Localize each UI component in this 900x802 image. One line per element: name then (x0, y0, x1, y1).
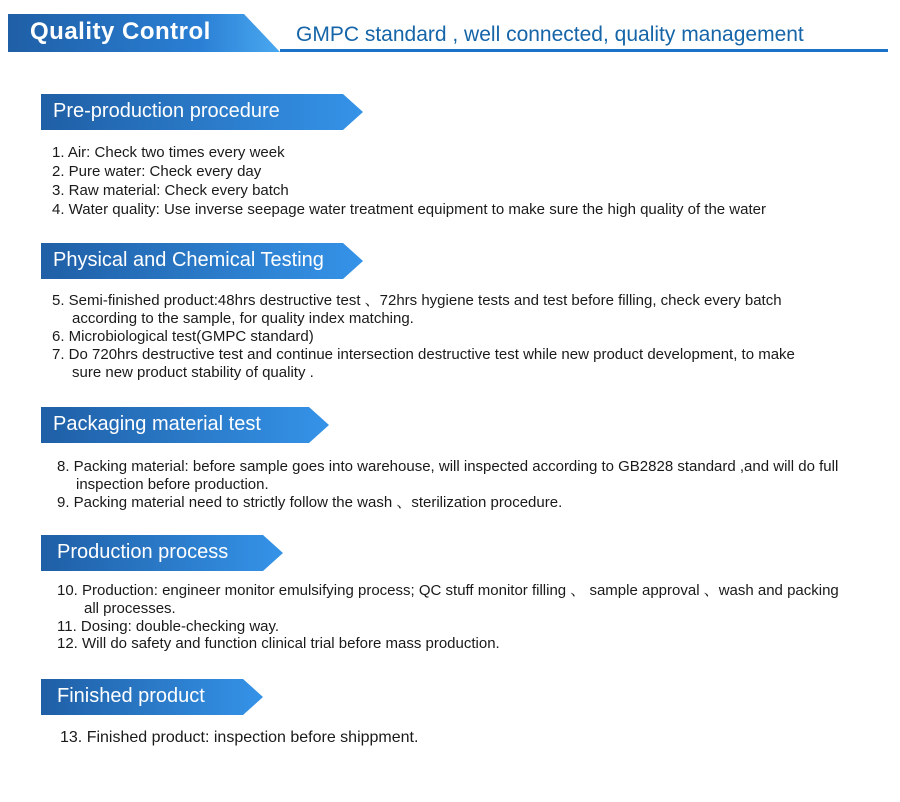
section-title: Physical and Chemical Testing (53, 249, 324, 271)
list-item: 13. Finished product: inspection before shippment. (60, 729, 419, 746)
section-tag-finished (41, 679, 263, 715)
page-header (0, 0, 900, 60)
list-item: 2. Pure water: Check every day (52, 163, 262, 180)
list-item-continuation: according to the sample, for quality index matching. (72, 310, 414, 327)
list-item: 7. Do 720hrs destructive test and continue intersection destructive test while new product development, to make (52, 346, 795, 363)
section-tag-production (41, 535, 283, 571)
section-title: Pre-production procedure (53, 100, 280, 122)
list-item-continuation: all processes. (84, 600, 176, 617)
list-item: 8. Packing material: before sample goes into warehouse, will inspected according to GB2828 standard ,and will do full (57, 458, 839, 475)
list-item-continuation: sure new product stability of quality . (72, 364, 314, 381)
section-title: Packaging material test (53, 413, 261, 435)
section-tag-pre-production (41, 94, 363, 130)
list-item: 9. Packing material need to strictly follow the wash 、sterilization procedure. (57, 494, 563, 511)
list-item: 12. Will do safety and function clinical trial before mass production. (57, 635, 500, 652)
list-item-continuation: inspection before production. (76, 476, 269, 493)
page-title: Quality Control (30, 18, 211, 45)
section-tag-packaging (41, 407, 329, 443)
list-item: 11. Dosing: double-checking way. (57, 618, 280, 635)
header-underline (280, 49, 888, 52)
list-item: 4. Water quality: Use inverse seepage water treatment equipment to make sure the high quality of the water (52, 201, 766, 218)
list-item: 3. Raw material: Check every batch (52, 182, 289, 199)
list-item: 6. Microbiological test(GMPC standard) (52, 328, 314, 345)
section-title: Production process (57, 541, 229, 563)
list-item: 10. Production: engineer monitor emulsifying process; QC stuff monitor filling 、 sample approval 、wash and packing (57, 582, 839, 599)
page-subtitle: GMPC standard , well connected, quality management (296, 23, 804, 46)
section-tag-physical-chemical (41, 243, 363, 279)
section-title: Finished product (57, 685, 205, 707)
list-item: 5. Semi-finished product:48hrs destructive test 、72hrs hygiene tests and test before filling, check every batch (52, 292, 782, 309)
list-item: 1. Air: Check two times every week (52, 144, 285, 161)
